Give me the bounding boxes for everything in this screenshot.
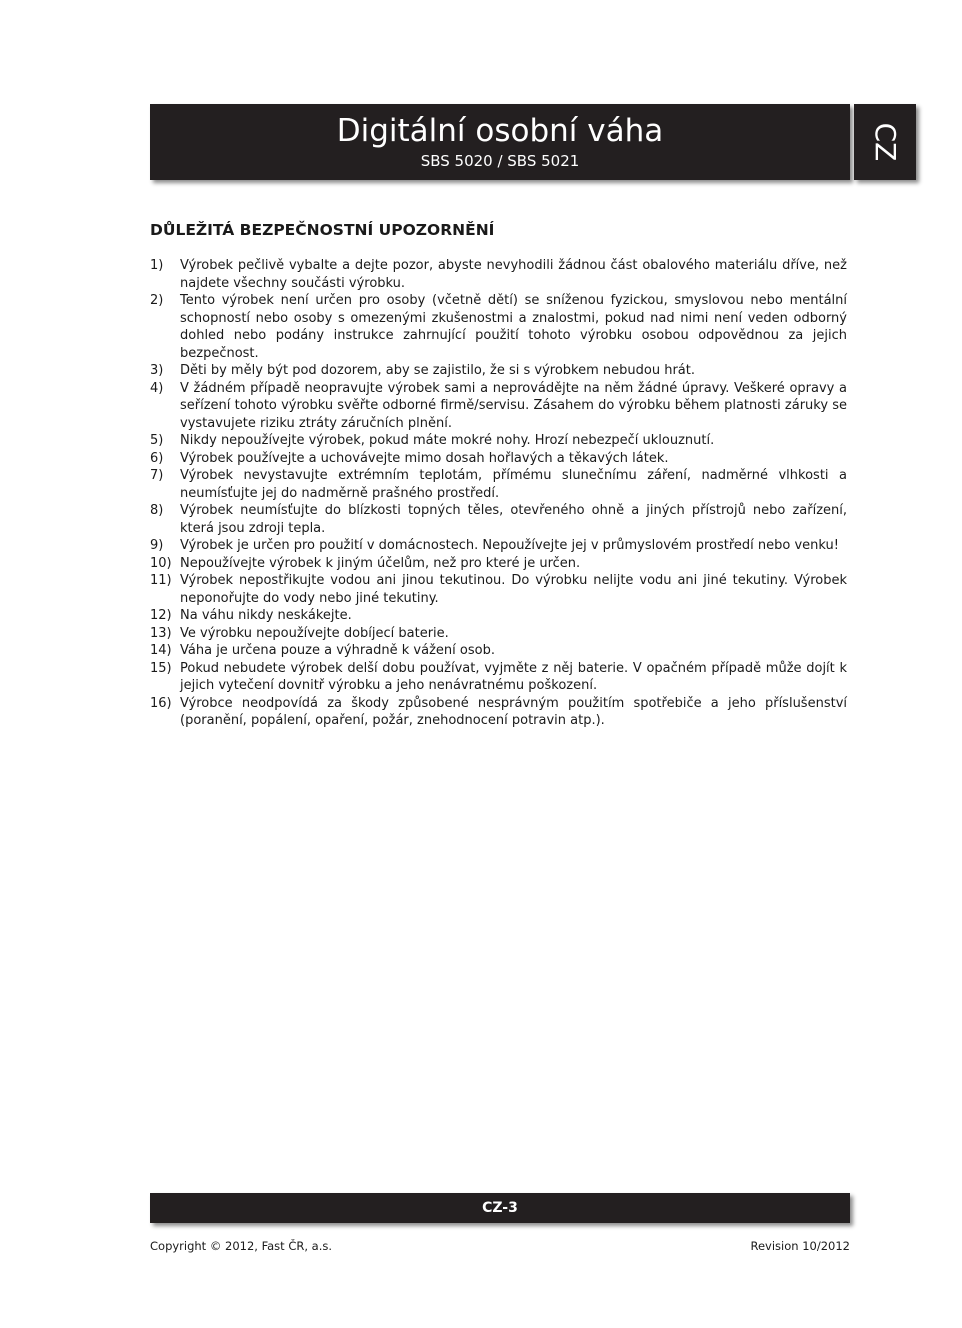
warning-item bbox=[150, 380, 847, 433]
warning-item-number: 15) bbox=[150, 660, 172, 676]
warning-item-number: 11) bbox=[150, 573, 172, 588]
language-tab-label: CZ bbox=[869, 122, 902, 162]
warning-item-number: 6) bbox=[150, 450, 164, 466]
warning-item-text: Výrobek nepostřikujte vodou ani jinou tekutinou. Do výrobku nelijte vodu ani jiné tekutiny. Výrobek neponořujte do vody nebo jiné tekutiny. bbox=[180, 573, 847, 606]
warning-item-text: Nikdy nepoužívejte výrobek, pokud máte mokré nohy. Hrozí nebezpečí uklouznutí. bbox=[180, 433, 715, 448]
warning-item-text: Výrobek používejte a uchovávejte mimo dosah hořlavých a těkavých látek. bbox=[180, 450, 669, 466]
warning-item bbox=[150, 432, 847, 450]
document-title: Digitální osobní váha bbox=[336, 113, 664, 149]
warning-item-text: Děti by měly být pod dozorem, aby se zajistilo, že si s výrobkem nebudou hrát. bbox=[180, 363, 696, 378]
warning-item-text: V žádném případě neopravujte výrobek sami a neprovádějte na něm žádné úpravy. Veškeré opravy a seřízení tohoto výrobku svěřte odborné firmě/servisu. Zásahem do výrobku během platnosti záruky se vystavujete riziku ztráty záručních plnění. bbox=[180, 380, 847, 431]
warning-item-text: Pokud nebudete výrobek delší dobu používat, vyjměte z něj baterie. V opačném případě může dojít k jejich vytečení dovnitř výrobku a jeho nenávratnému poškození. bbox=[180, 660, 847, 693]
warning-item-number: 3) bbox=[150, 363, 164, 378]
warning-item bbox=[150, 572, 847, 607]
warning-item bbox=[150, 607, 847, 625]
warning-item bbox=[150, 467, 847, 502]
warning-item-text: Výrobek pečlivě vybalte a dejte pozor, abyste nevyhodili žádnou část obalového materiálu dříve, než najdete všechny součásti výrobku. bbox=[180, 258, 847, 291]
warning-item bbox=[150, 450, 847, 468]
warning-item-number: 8) bbox=[150, 503, 164, 518]
warning-item bbox=[150, 257, 847, 292]
warning-item bbox=[150, 537, 847, 555]
warning-item-number: 7) bbox=[150, 468, 164, 483]
warning-item-number: 9) bbox=[150, 538, 164, 553]
warning-item bbox=[150, 660, 847, 695]
warning-item bbox=[150, 292, 847, 362]
warning-item bbox=[150, 625, 847, 643]
warning-item-number: 16) bbox=[150, 695, 172, 711]
safety-warnings-list bbox=[150, 257, 847, 730]
warning-item-text: Výrobek je určen pro použití v domácnostech. Nepoužívejte jej v průmyslovém prostředí nebo venku! bbox=[180, 538, 839, 553]
warning-item-number: 2) bbox=[150, 293, 164, 308]
revision-label: Revision 10/2012 bbox=[750, 1239, 850, 1253]
warning-item-number: 1) bbox=[150, 258, 164, 273]
warning-item-text: Na váhu nikdy neskákejte. bbox=[180, 608, 352, 623]
page-number: CZ-3 bbox=[482, 1200, 518, 1216]
warning-item-number: 13) bbox=[150, 625, 172, 641]
warning-item-number: 14) bbox=[150, 643, 172, 658]
warning-item bbox=[150, 502, 847, 537]
warning-item-text: Výrobek nevystavujte extrémním teplotám, přímému slunečnímu záření, nadměrné vlhkosti a neumísťujte jej do nadměrně prašného prostředí. bbox=[180, 468, 847, 501]
model-numbers: SBS 5020 / SBS 5021 bbox=[420, 152, 580, 170]
section-heading: DŮLEŽITÁ BEZPEČNOSTNÍ UPOZORNĚNÍ bbox=[150, 221, 495, 239]
warning-item-number: 5) bbox=[150, 433, 164, 448]
copyright-notice: Copyright © 2012, Fast ČR, a.s. bbox=[150, 1239, 333, 1253]
warning-item-number: 10) bbox=[150, 555, 172, 571]
warning-item-number: 12) bbox=[150, 608, 172, 623]
warning-item-text: Tento výrobek není určen pro osoby (včetně dětí) se sníženou fyzickou, smyslovou nebo mentální schopností nebo osoby s omezenými zkušenostmi a znalostmi, pokud nad nimi není veden odborný dohled nebo podány instrukce zahrnující použití tohoto výrobku osobou odpovědnou za jejich bezpečnost. bbox=[180, 293, 847, 361]
warning-item bbox=[150, 555, 847, 573]
language-tab bbox=[854, 104, 916, 180]
warning-item-text: Váha je určena pouze a výhradně k vážení osob. bbox=[180, 643, 495, 658]
warning-item-text: Výrobce neodpovídá za škody způsobené nesprávným použitím spotřebiče a jeho příslušenství (poranění, popálení, opaření, požár, znehodnocení potravin atp.). bbox=[180, 695, 847, 728]
footer-bar bbox=[150, 1193, 850, 1223]
warning-item-number: 4) bbox=[150, 380, 164, 396]
warning-item bbox=[150, 362, 847, 380]
warning-item-text: Výrobek neumísťujte do blízkosti topných těles, otevřeného ohně a jiných přístrojů nebo zařízení, která jsou zdroji tepla. bbox=[180, 503, 847, 536]
warning-item bbox=[150, 642, 847, 660]
warning-item-text: Nepoužívejte výrobek k jiným účelům, než pro které je určen. bbox=[180, 555, 581, 571]
warning-item-text: Ve výrobku nepoužívejte dobíjecí baterie. bbox=[180, 625, 449, 641]
warning-item bbox=[150, 695, 847, 730]
header-bar bbox=[150, 104, 850, 180]
